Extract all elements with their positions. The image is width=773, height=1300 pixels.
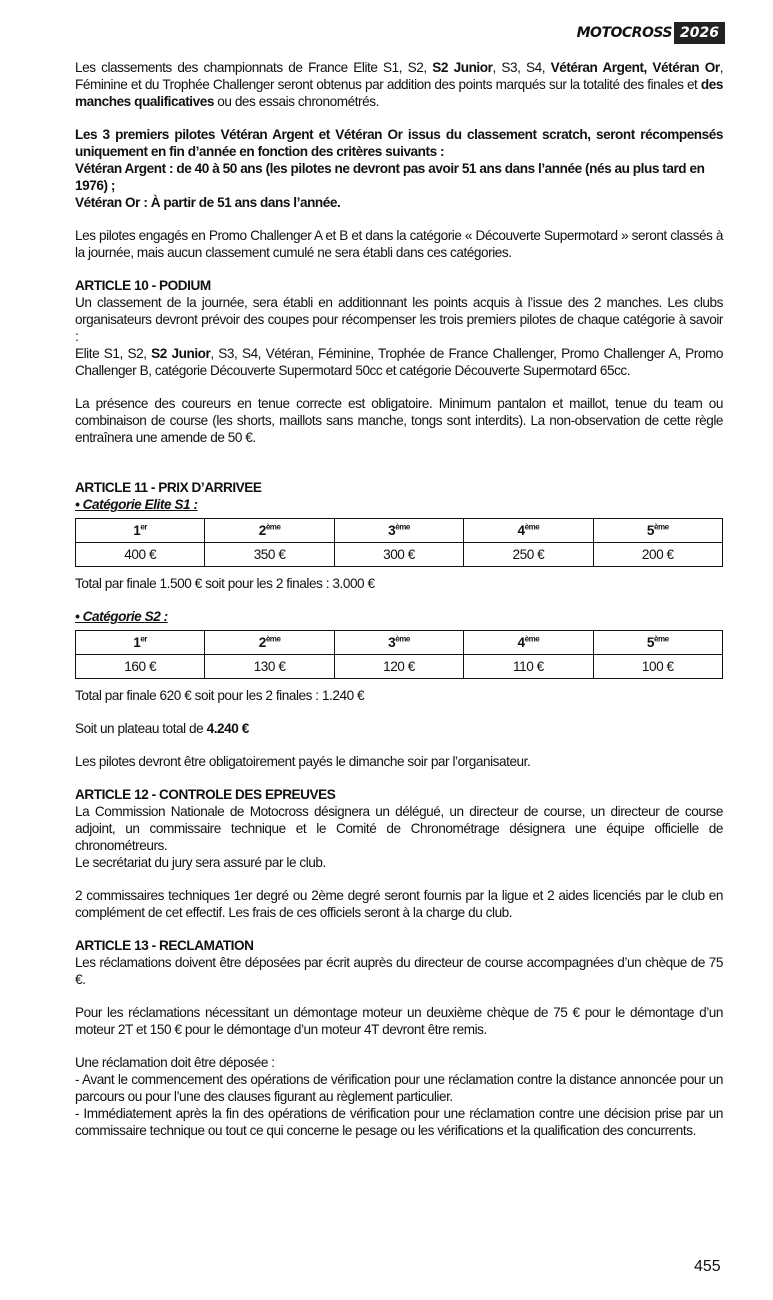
place-2-header: 2ème xyxy=(205,519,334,543)
plateau-total: Soit un plateau total de 4.240 € xyxy=(75,721,249,736)
payment-note: Les pilotes devront être obligatoirement payés le dimanche soir par l’organisateur. xyxy=(75,754,531,769)
place-1-header: 1er xyxy=(76,631,205,655)
prize-cell: 350 € xyxy=(205,543,334,567)
place-5-header: 5ème xyxy=(593,631,722,655)
prize-table-s2 xyxy=(75,630,723,679)
page-header xyxy=(577,22,725,44)
place-3-header: 3ème xyxy=(334,631,463,655)
article-10-paragraph-1: Un classement de la journée, sera établi en additionnant les points acquis à l’issue des 2 manches. Les clubs organisateurs devront prévoir des coupes pour récompenser les trois premiers pilotes de chaque catégorie à savoir : xyxy=(75,295,723,344)
article-13-paragraph-4: - Avant le commencement des opérations de vérification pour une réclamation contre la distance annoncée pour un parcours ou pour l’une des clauses figurant au règlement particulier. xyxy=(75,1072,723,1104)
prize-cell: 160 € xyxy=(76,655,205,679)
place-4-header: 4ème xyxy=(464,519,593,543)
header-year-badge: 2026 xyxy=(674,22,725,44)
place-1-header: 1er xyxy=(76,519,205,543)
article-12-paragraph-1: La Commission Nationale de Motocross désignera un délégué, un directeur de course, un directeur de course adjoint, un commissaire technique et le Comité de Chronométrage désignera une équipe officielle de chronométreurs. xyxy=(75,804,723,853)
prize-cell: 100 € xyxy=(593,655,722,679)
prize-cell: 110 € xyxy=(464,655,593,679)
intro-paragraph-2: Les 3 premiers pilotes Vétéran Argent et Vétéran Or issus du classement scratch, seront récompensés uniquement en fin d’année en fonction des critères suivants : xyxy=(75,127,723,159)
category-s2-label: • Catégorie S2 : xyxy=(75,609,168,624)
prize-table-value-row xyxy=(76,543,723,567)
prize-table-header-row xyxy=(76,631,723,655)
intro-paragraph-1: Les classements des championnats de France Elite S1, S2, S2 Junior, S3, S4, Vétéran Argent, Vétéran Or, Féminine et du Trophée Challenger seront obtenus par addition des points marqués sur la totalité des finales et des manches qualificatives ou des essais chronométrés. xyxy=(75,60,724,109)
prize-cell: 250 € xyxy=(464,543,593,567)
intro-paragraph-3: Vétéran Argent : de 40 à 50 ans (les pilotes ne devront pas avoir 51 ans dans l’année (nés au plus tard en 1976) ; xyxy=(75,161,705,193)
intro-paragraph-5: Les pilotes engagés en Promo Challenger A et B et dans la catégorie « Découverte Supermotard » seront classés à la journée, mais aucun classement cumulé ne sera établi dans ces catégories. xyxy=(75,228,723,260)
prize-cell: 200 € xyxy=(593,543,722,567)
article-11-title: ARTICLE 11 - PRIX D’ARRIVEE xyxy=(75,480,262,495)
article-12-paragraph-2: Le secrétariat du jury sera assuré par le club. xyxy=(75,855,326,870)
place-4-header: 4ème xyxy=(464,631,593,655)
prize-cell: 120 € xyxy=(334,655,463,679)
article-13-title: ARTICLE 13 - RECLAMATION xyxy=(75,938,254,953)
article-10-paragraph-2: Elite S1, S2, S2 Junior, S3, S4, Vétéran, Féminine, Trophée de France Challenger, Promo Challenger A, Promo Challenger B, catégorie Découverte Supermotard 50cc et catégorie Découverte Supermotard 65cc. xyxy=(75,346,723,378)
page-content xyxy=(75,59,723,1139)
intro-paragraph-4: Vétéran Or : À partir de 51 ans dans l’année. xyxy=(75,195,341,210)
total-s2: Total par finale 620 € soit pour les 2 finales : 1.240 € xyxy=(75,688,365,703)
header-brand: MOTOCROSS xyxy=(576,25,673,41)
prize-table-value-row xyxy=(76,655,723,679)
article-12-title: ARTICLE 12 - CONTROLE DES EPREUVES xyxy=(75,787,336,802)
prize-cell: 300 € xyxy=(334,543,463,567)
article-10-paragraph-3: La présence des coureurs en tenue correcte est obligatoire. Minimum pantalon et maillot, tenue du team ou combinaison de course (les shorts, maillots sans manche, tongs sont interdits). La non-observation de cette règle entraînera une amende de 50 €. xyxy=(75,396,723,445)
article-12-paragraph-3: 2 commissaires techniques 1er degré ou 2ème degré seront fournis par la ligue et 2 aides licenciés par le club en complément de cet effectif. Les frais de ces officiels seront à la charge du club. xyxy=(75,888,723,920)
page-number: 455 xyxy=(694,1258,721,1275)
place-2-header: 2ème xyxy=(205,631,334,655)
place-5-header: 5ème xyxy=(593,519,722,543)
article-13-paragraph-5: - Immédiatement après la fin des opérations de vérification pour une réclamation contre une décision prise par un commissaire technique ou tout ce qui concerne le pesage ou les vérifications et la qualification des concurrents. xyxy=(75,1106,723,1138)
prize-table-header-row xyxy=(76,519,723,543)
prize-cell: 130 € xyxy=(205,655,334,679)
prize-table-elite-s1 xyxy=(75,518,723,567)
place-3-header: 3ème xyxy=(334,519,463,543)
article-13-paragraph-1: Les réclamations doivent être déposées par écrit auprès du directeur de course accompagnées d’un chèque de 75 €. xyxy=(75,955,723,987)
prize-cell: 400 € xyxy=(76,543,205,567)
article-13-paragraph-3: Une réclamation doit être déposée : xyxy=(75,1055,275,1070)
article-13-paragraph-2: Pour les réclamations nécessitant un démontage moteur un deuxième chèque de 75 € pour le démontage d’un moteur 2T et 150 € pour le démontage d’un moteur 4T devront être remis. xyxy=(75,1005,723,1037)
total-elite-s1: Total par finale 1.500 € soit pour les 2 finales : 3.000 € xyxy=(75,576,375,591)
article-10-title: ARTICLE 10 - PODIUM xyxy=(75,278,211,293)
category-elite-s1-label: • Catégorie Elite S1 : xyxy=(75,497,198,512)
